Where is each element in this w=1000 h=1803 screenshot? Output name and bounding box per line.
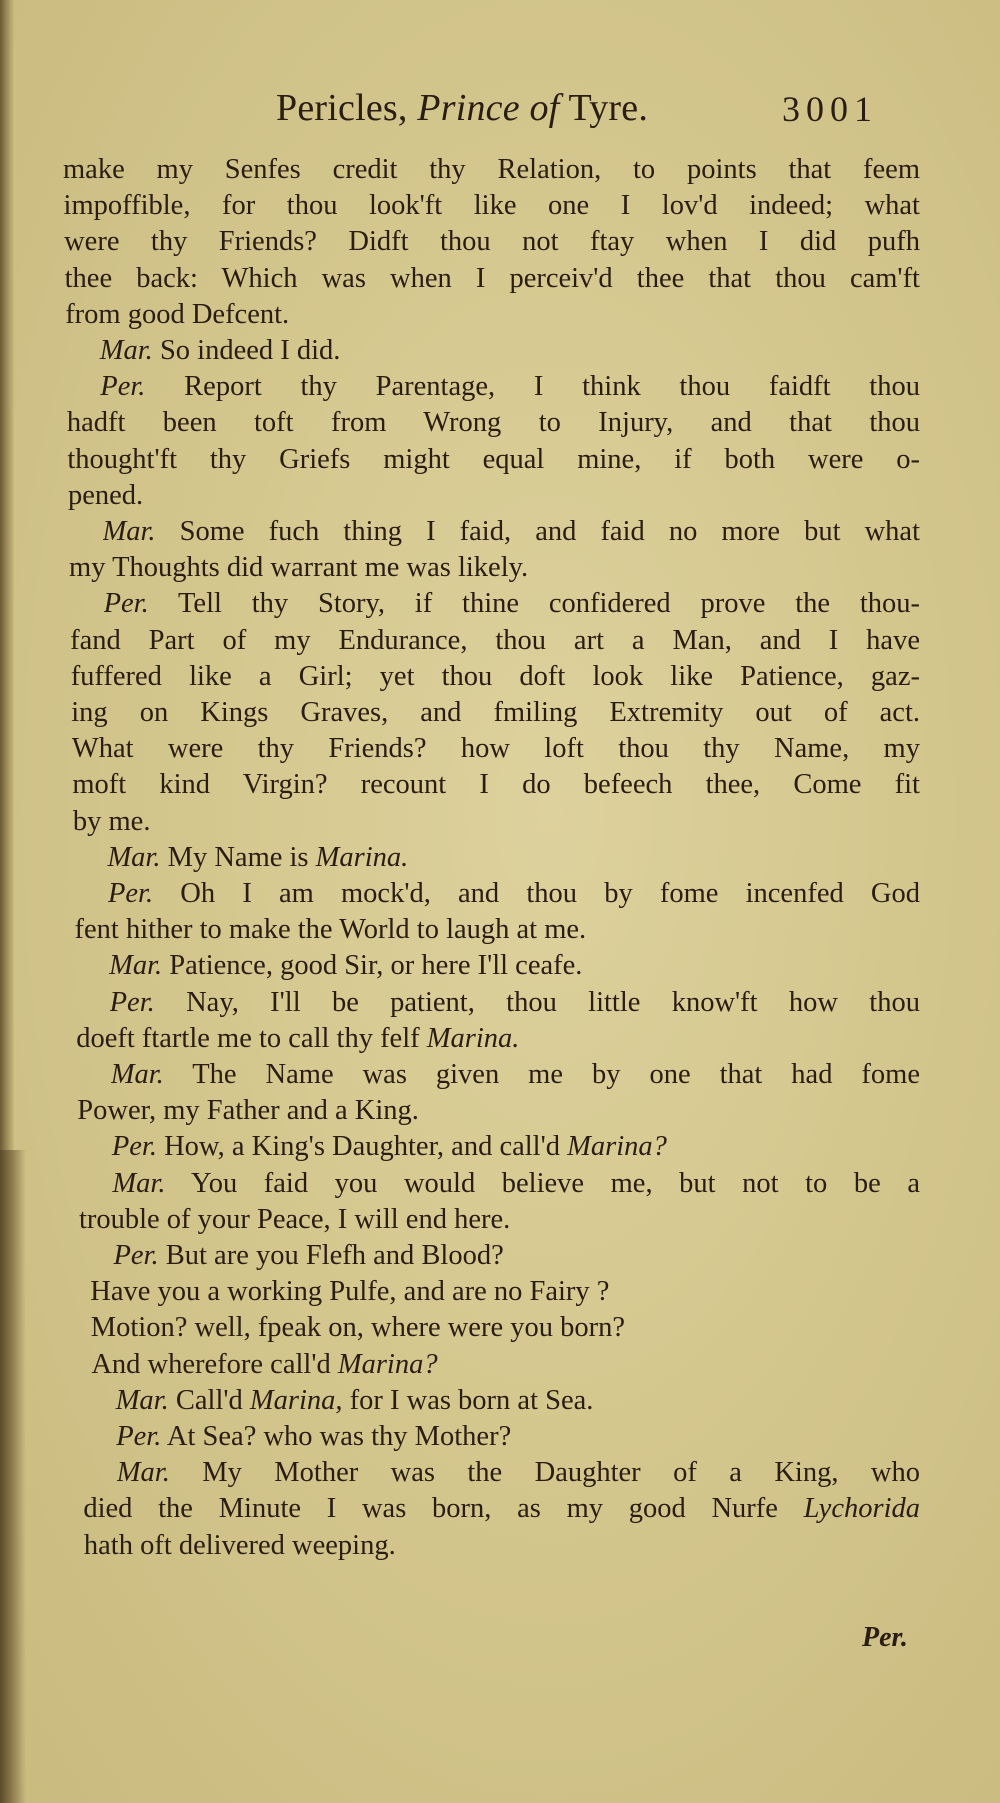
text-line — [109, 948, 920, 984]
line-text: Patience, good Sir, or here I'll ceafe. — [162, 950, 583, 982]
text-line — [65, 261, 920, 297]
line-text: The Name was given me by one that had fome — [163, 1059, 920, 1090]
line-text: Nay, I'll be patient, thou little know'ft how thou — [154, 986, 920, 1018]
speaker-name: Mar. — [109, 950, 163, 982]
page-binding-shadow — [0, 1150, 26, 1803]
text-line — [67, 405, 920, 441]
text-line — [69, 550, 920, 586]
speaker-name: Per. — [111, 1131, 157, 1163]
italic-name: Marina? — [567, 1131, 667, 1163]
line-text: My Mother was the Daughter of a King, who — [169, 1457, 920, 1489]
italic-name: Marina? — [337, 1348, 438, 1380]
line-text: So indeed I did. — [152, 335, 341, 366]
speaker-name: Per. — [109, 986, 155, 1018]
line-text: thought'ft thy Griefs might equal mine, if both were o- — [67, 443, 920, 475]
line-text: trouble of your Peace, I will end here. — [78, 1203, 511, 1235]
text-line — [71, 695, 920, 731]
line-text: How, a King's Daughter, and call'd — [156, 1131, 568, 1163]
text-line — [63, 152, 920, 188]
text-line — [77, 1093, 920, 1129]
text-line — [72, 767, 920, 803]
line-text: What were thy Friends? how loft thou thy Name, my — [71, 733, 920, 765]
line-text: At Sea? who was thy Mother? — [161, 1421, 512, 1452]
line-text: ing on Kings Graves, and fmiling Extremity out of act. — [71, 697, 920, 728]
line-text: Report thy Parentage, I think thou faidft thou — [145, 371, 920, 403]
text-line — [100, 369, 920, 405]
text-line — [75, 912, 920, 948]
text-line — [110, 985, 920, 1021]
line-text: thee back: Which was when I perceiv'd thee that thou cam'ft — [64, 262, 920, 294]
text-line — [116, 1383, 920, 1419]
speaker-name: Mar. — [99, 335, 153, 366]
text-line — [116, 1419, 920, 1455]
line-text: Tell thy Story, if thine confidered prove the thou- — [148, 588, 920, 620]
italic-name: Marina. — [315, 841, 409, 873]
text-line — [104, 586, 920, 622]
italic-name: Lychorida — [803, 1493, 920, 1525]
speaker-name: Per. — [108, 878, 154, 909]
text-line — [71, 659, 920, 695]
text-line — [83, 1491, 920, 1527]
text-line — [112, 1129, 920, 1165]
text-line — [67, 442, 920, 478]
page-header — [0, 86, 1000, 136]
text-line — [72, 731, 920, 767]
line-text: my Thoughts did warrant me was likely. — [69, 552, 529, 584]
text-line — [103, 514, 921, 550]
line-text: make my Senfes credit thy Relation, to points that feem — [63, 154, 920, 185]
line-text: And wherefore call'd — [91, 1348, 338, 1380]
speaker-name: Mar. — [115, 1384, 169, 1416]
line-text: were thy Friends? Didft thou not ftay when I did pufh — [64, 226, 920, 258]
text-line — [91, 1347, 920, 1383]
line-text: hadft been toft from Wrong to Injury, and that thou — [66, 407, 920, 439]
line-text: by me. — [72, 805, 151, 837]
text-line — [64, 224, 920, 260]
catchword: Per. — [862, 1622, 908, 1653]
speaker-name: Mar. — [102, 516, 156, 547]
text-line — [73, 804, 920, 840]
text-line — [84, 1528, 920, 1564]
text-line — [70, 623, 920, 659]
speaker-name: Mar. — [107, 841, 161, 873]
line-text: Power, my Father and a King. — [77, 1095, 419, 1127]
line-text: pened. — [67, 479, 144, 511]
text-line — [107, 840, 920, 876]
text-line — [111, 1057, 920, 1093]
speaker-name: Mar. — [116, 1457, 170, 1489]
running-title — [276, 86, 648, 130]
line-text: Motion? well, fpeak on, where were you born? — [90, 1312, 625, 1344]
page-number: 3001 — [782, 89, 878, 129]
line-text: You faid you would believe me, but not to be a — [165, 1167, 920, 1199]
text-line — [114, 1238, 921, 1274]
line-text: fuffered like a Girl; yet thou doft look like Patience, gaz- — [70, 660, 920, 692]
text-line — [100, 333, 920, 369]
text-line — [68, 478, 920, 514]
line-text: impoffible, for thou look'ft like one I lov'd indeed; what — [63, 190, 920, 222]
text-line — [112, 1166, 920, 1202]
line-text: hath oft delivered weeping. — [83, 1529, 396, 1561]
italic-name: Marina. — [426, 1022, 520, 1054]
line-text: Call'd — [168, 1384, 250, 1416]
text-line — [90, 1274, 920, 1310]
speaker-name: Per. — [113, 1240, 159, 1271]
speaker-name: Mar. — [112, 1167, 166, 1199]
title-italic: Prince of — [417, 87, 560, 129]
speaker-name: Per. — [116, 1421, 162, 1452]
line-text: But are you Flefh and Blood? — [158, 1240, 504, 1271]
text-line — [91, 1310, 920, 1346]
line-text: died the Minute I was born, as my good Nurfe — [83, 1493, 804, 1525]
line-text: fand Part of my Endurance, thou art a Man, and I have — [70, 624, 920, 656]
line-text: Oh I am mock'd, and thou by fome incenfed God — [153, 878, 920, 909]
text-line — [76, 1021, 920, 1057]
text-line — [65, 297, 920, 333]
text-line — [64, 188, 920, 224]
line-text: fent hither to make the World to laugh at me. — [74, 914, 587, 946]
text-line — [79, 1202, 920, 1238]
line-text: Have you a working Pulfe, and are no Fairy ? — [90, 1276, 610, 1308]
title-part-2: Tyre. — [559, 87, 649, 129]
text-line — [108, 876, 920, 912]
line-text: moft kind Virgin? recount I do befeech thee, Come fit — [72, 769, 920, 801]
speaker-name: Per. — [103, 588, 149, 620]
line-text: My Name is — [160, 841, 316, 873]
speaker-name: Mar. — [110, 1059, 164, 1090]
title-part-1: Pericles, — [276, 87, 418, 129]
line-text: doeft ftartle me to call thy felf — [76, 1022, 427, 1054]
line-text: Some fuch thing I faid, and faid no more but what — [155, 516, 920, 547]
line-text: from good Defcent. — [65, 298, 290, 330]
italic-name: Marina, — [249, 1384, 343, 1416]
line-text: for I was born at Sea. — [342, 1384, 594, 1416]
text-line — [117, 1455, 920, 1491]
speaker-name: Per. — [100, 371, 146, 403]
